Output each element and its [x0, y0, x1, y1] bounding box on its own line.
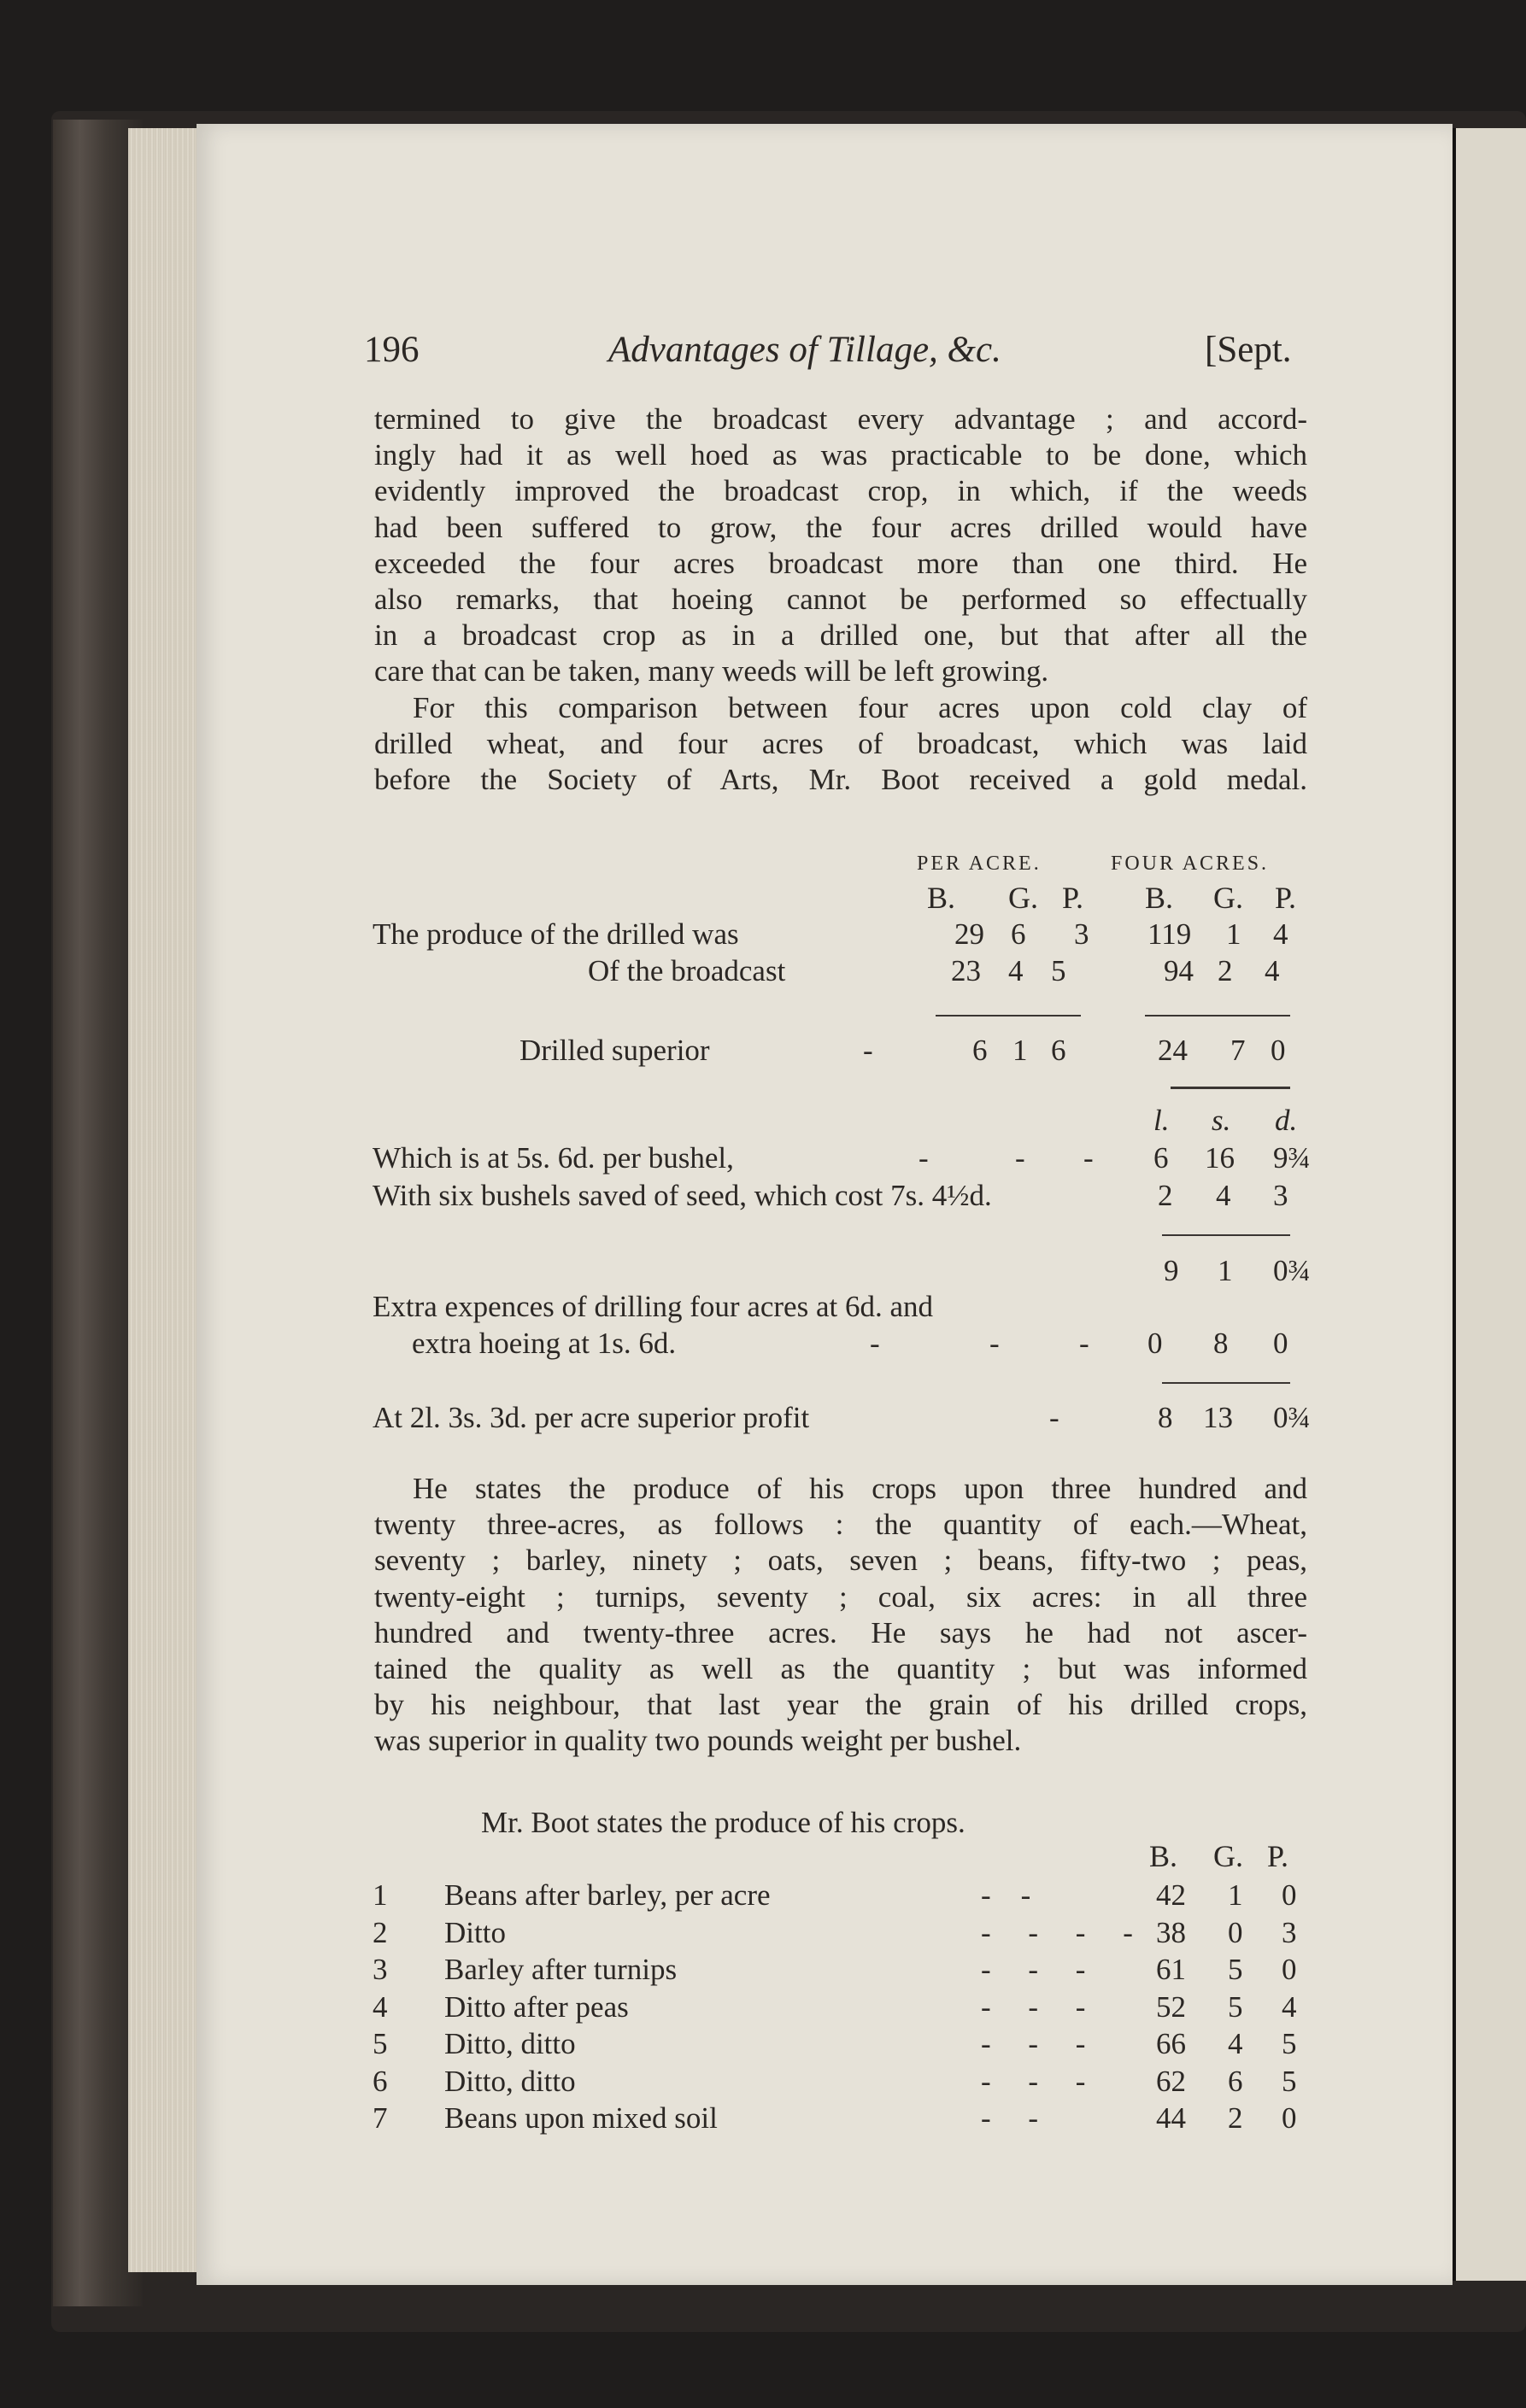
row-label: Extra expences of drilling four acres at 6d. and — [373, 1290, 933, 1323]
row-label: extra hoeing at 1s. 6d. — [412, 1327, 677, 1360]
text-line: was superior in quality two pounds weight per bushel. — [374, 1724, 1022, 1758]
cell: 3 — [1273, 1179, 1288, 1212]
cell: 6 — [1051, 1034, 1066, 1067]
cell: 7 — [1230, 1034, 1246, 1067]
text-line: tained the quality as well as the quantity ; but was informed — [374, 1652, 1307, 1686]
row-label: Barley after turnips — [444, 1953, 678, 1986]
text-line: exceeded the four acres broadcast more than one third. He — [374, 546, 1307, 580]
unit-g: G. — [1213, 1839, 1243, 1873]
leader-dash: - — [989, 1327, 1000, 1360]
running-month: [Sept. — [1205, 330, 1292, 370]
cell: 5 — [1282, 2027, 1297, 2060]
cell: 42 — [1156, 1878, 1186, 1912]
cell: 24 — [1158, 1034, 1188, 1067]
row-number: 7 — [373, 2101, 388, 2135]
row-label: Ditto, ditto — [444, 2027, 576, 2060]
sum-rule — [1145, 1015, 1218, 1017]
row-label: Ditto — [444, 1916, 506, 1949]
row-label: With six bushels saved of seed, which cost 7s. 4½d. — [373, 1179, 992, 1212]
text-line: ingly had it as well hoed as was practicable to be done, which — [374, 438, 1307, 472]
facing-page-edge — [1453, 128, 1526, 2281]
cell: 0 — [1271, 1034, 1286, 1067]
cell: 2 — [1218, 954, 1233, 987]
cell: 23 — [951, 954, 981, 987]
leader-dash: - — [919, 1141, 929, 1175]
cell: 5 — [1051, 954, 1066, 987]
cell: 0 — [1282, 1878, 1297, 1912]
cell: 0 — [1228, 1916, 1243, 1949]
unit-s: s. — [1212, 1104, 1231, 1137]
leader-dashes: - - - — [981, 1953, 1086, 1986]
paragraph-2 — [374, 690, 1307, 799]
leader-dashes: - - — [981, 2101, 1039, 2135]
row-label: Of the broadcast — [588, 954, 786, 987]
cell: 4 — [1265, 954, 1280, 987]
cell: 13 — [1203, 1401, 1233, 1434]
running-title: Advantages of Tillage, &c. — [608, 330, 1001, 370]
unit-b: B. — [1145, 881, 1174, 915]
cell: 1 — [1012, 1034, 1028, 1067]
text-line: in a broadcast crop as in a drilled one, but that after all the — [374, 618, 1307, 653]
paragraph-3 — [374, 1471, 1307, 1760]
per-acre-heading: PER ACRE. — [917, 852, 1042, 875]
cell: 52 — [1156, 1990, 1186, 2024]
unit-d: d. — [1275, 1104, 1298, 1137]
row-label: Ditto, ditto — [444, 2065, 576, 2098]
text-line: before the Society of Arts, Mr. Boot received a gold medal. — [374, 763, 1307, 797]
paragraph-1 — [374, 401, 1307, 690]
cell: 29 — [954, 917, 984, 951]
text-line: twenty three-acres, as follows : the quantity of each.—Wheat, — [374, 1508, 1307, 1542]
cell: 0 — [1282, 1953, 1297, 1986]
text-line: hundred and twenty-three acres. He says he had not ascer- — [374, 1615, 1307, 1649]
sum-rule — [1012, 1015, 1081, 1017]
row-label: Ditto after peas — [444, 1990, 629, 2024]
text-line: seventy ; barley, ninety ; oats, seven ; beans, fifty-two ; peas, — [374, 1544, 1307, 1578]
leader-dashes: - - - — [981, 1990, 1086, 2024]
cell: 5 — [1228, 1953, 1243, 1986]
cell: 0¾ — [1273, 1401, 1311, 1434]
cell: 6 — [1011, 917, 1026, 951]
cell: 3 — [1282, 1916, 1297, 1949]
row-number: 6 — [373, 2065, 388, 2098]
cell: 8 — [1213, 1327, 1229, 1360]
cell: 0 — [1273, 1327, 1288, 1360]
table-intro: Mr. Boot states the produce of his crops. — [481, 1806, 965, 1839]
cell: 4 — [1216, 1179, 1231, 1212]
cell: 4 — [1273, 917, 1288, 951]
cell: 4 — [1008, 954, 1024, 987]
cell: 6 — [1153, 1141, 1169, 1175]
row-label: Which is at 5s. 6d. per bushel, — [373, 1141, 734, 1175]
cell: 0 — [1147, 1327, 1163, 1360]
cell: 3 — [1074, 917, 1089, 951]
cell: 4 — [1282, 1990, 1297, 2024]
row-number: 5 — [373, 2027, 388, 2060]
leader-dashes: - - - — [981, 2027, 1086, 2060]
cell: 4 — [1228, 2027, 1243, 2060]
sum-rule — [1171, 1087, 1290, 1089]
unit-p: P. — [1062, 881, 1084, 915]
text-line: evidently improved the broadcast crop, in which, if the weeds — [374, 474, 1307, 508]
cell: 94 — [1164, 954, 1194, 987]
cell: 44 — [1156, 2101, 1186, 2135]
text-line: by his neighbour, that last year the grain of his drilled crops, — [374, 1688, 1307, 1722]
unit-b: B. — [1149, 1839, 1178, 1873]
row-label: Beans upon mixed soil — [444, 2101, 718, 2135]
cell: 62 — [1156, 2065, 1186, 2098]
row-label: At 2l. 3s. 3d. per acre superior profit — [373, 1401, 810, 1434]
row-number: 3 — [373, 1953, 388, 1986]
cell: 1 — [1226, 917, 1241, 951]
unit-g: G. — [1008, 881, 1038, 915]
cell: 1 — [1218, 1254, 1233, 1287]
text-line: also remarks, that hoeing cannot be performed so effectually — [374, 583, 1307, 617]
leader-dash: - — [1083, 1141, 1094, 1175]
text-line: had been suffered to grow, the four acres drilled would have — [374, 510, 1307, 544]
cell: 6 — [1228, 2065, 1243, 2098]
cell: 38 — [1156, 1916, 1186, 1949]
cell: 1 — [1228, 1878, 1243, 1912]
leader-dash: - — [863, 1034, 873, 1067]
row-number: 4 — [373, 1990, 388, 2024]
page-number: 196 — [364, 330, 420, 370]
cell: 66 — [1156, 2027, 1186, 2060]
leader-dash: - — [1079, 1327, 1089, 1360]
unit-l: l. — [1153, 1104, 1170, 1137]
text-line: twenty-eight ; turnips, seventy ; coal, six acres: in all three — [374, 1579, 1307, 1614]
row-number: 2 — [373, 1916, 388, 1949]
text-line: care that can be taken, many weeds will be left growing. — [374, 654, 1049, 688]
text-line: He states the produce of his crops upon three hundred and — [413, 1472, 1307, 1505]
unit-p: P. — [1275, 881, 1297, 915]
unit-g: G. — [1213, 881, 1243, 915]
cell: 0 — [1282, 2101, 1297, 2135]
cell: 8 — [1158, 1401, 1173, 1434]
four-acres-heading: FOUR ACRES. — [1111, 852, 1270, 875]
cell: 5 — [1282, 2065, 1297, 2098]
row-label: Beans after barley, per acre — [444, 1878, 771, 1912]
leader-dashes: - - — [981, 1878, 1031, 1912]
cell: 5 — [1228, 1990, 1243, 2024]
row-label: The produce of the drilled was — [373, 917, 739, 951]
cell: 61 — [1156, 1953, 1186, 1986]
leader-dash: - — [1015, 1141, 1025, 1175]
cell: 9¾ — [1273, 1141, 1311, 1175]
cell: 9 — [1164, 1254, 1179, 1287]
cell: 2 — [1158, 1179, 1173, 1212]
leader-dash: - — [870, 1327, 880, 1360]
cell: 6 — [972, 1034, 988, 1067]
sum-rule — [1162, 1234, 1290, 1236]
row-label: Drilled superior — [519, 1034, 710, 1067]
row-number: 1 — [373, 1878, 388, 1912]
sum-rule — [1218, 1015, 1290, 1017]
leader-dash: - — [1049, 1401, 1059, 1434]
cell: 119 — [1147, 917, 1192, 951]
text-line: termined to give the broadcast every advantage ; and accord- — [374, 402, 1307, 436]
unit-p: P. — [1267, 1839, 1289, 1873]
leader-dashes: - - - - — [981, 1916, 1133, 1949]
unit-b: B. — [927, 881, 956, 915]
cell: 16 — [1205, 1141, 1235, 1175]
cell: 0¾ — [1273, 1254, 1311, 1287]
cell: 2 — [1228, 2101, 1243, 2135]
sum-rule — [1162, 1382, 1290, 1384]
leader-dashes: - - - — [981, 2065, 1086, 2098]
text-line: drilled wheat, and four acres of broadcast, which was laid — [374, 727, 1307, 761]
text-line: For this comparison between four acres upon cold clay of — [413, 691, 1307, 724]
